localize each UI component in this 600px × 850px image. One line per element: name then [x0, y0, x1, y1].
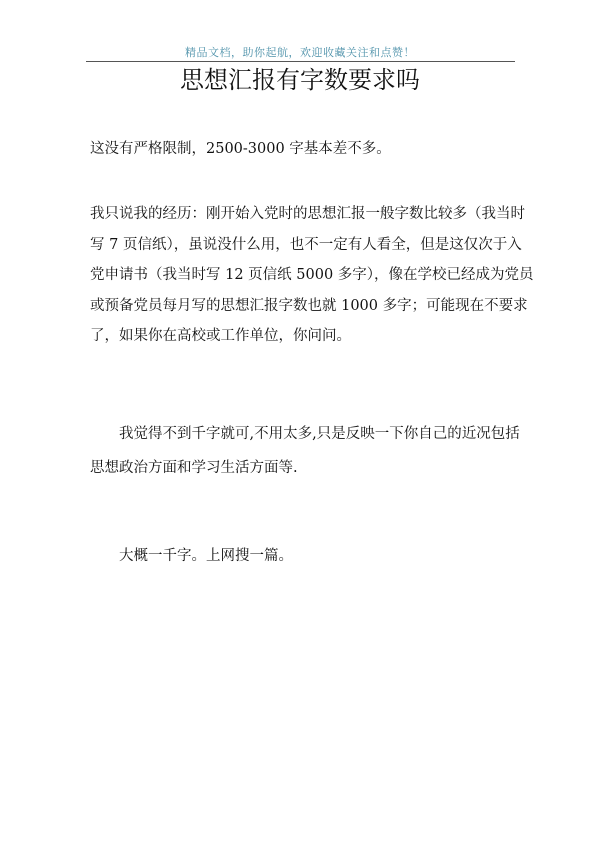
paragraph-line: 写 7 页信纸），虽说没什么用，也不一定有人看全，但是这仅次于入	[90, 236, 522, 253]
paragraph-1	[90, 135, 520, 163]
paragraph-3	[90, 417, 520, 485]
document-title: 思想汇报有字数要求吗	[180, 66, 420, 94]
paragraph-line: 我觉得不到千字就可,不用太多,只是反映一下你自己的近况包括	[119, 426, 520, 442]
paragraph-line: 大概一千字。上网搜一篇。	[119, 548, 293, 564]
paragraph-line: 了，如果你在高校或工作单位，你问问。	[90, 328, 351, 344]
header-divider	[86, 61, 515, 62]
paragraph-line: 党申请书（我当时写 12 页信纸 5000 多字），像在学校已经成为党员	[90, 267, 534, 283]
paragraph-line: 思想政治方面和学习生活方面等.	[90, 460, 298, 476]
paragraph-line: 这没有严格限制，2500-3000 字基本差不多。	[90, 141, 391, 157]
header-note: 精品文档，助你起航，欢迎收藏关注和点赞！	[185, 46, 415, 59]
paragraph-4	[90, 539, 520, 573]
paragraph-2	[90, 199, 534, 352]
paragraph-line: 我只说我的经历：刚开始入党时的思想汇报一般字数比较多（我当时	[90, 206, 525, 222]
paragraph-line: 或预备党员每月写的思想汇报字数也就 1000 多字；可能现在不要求	[90, 297, 528, 314]
